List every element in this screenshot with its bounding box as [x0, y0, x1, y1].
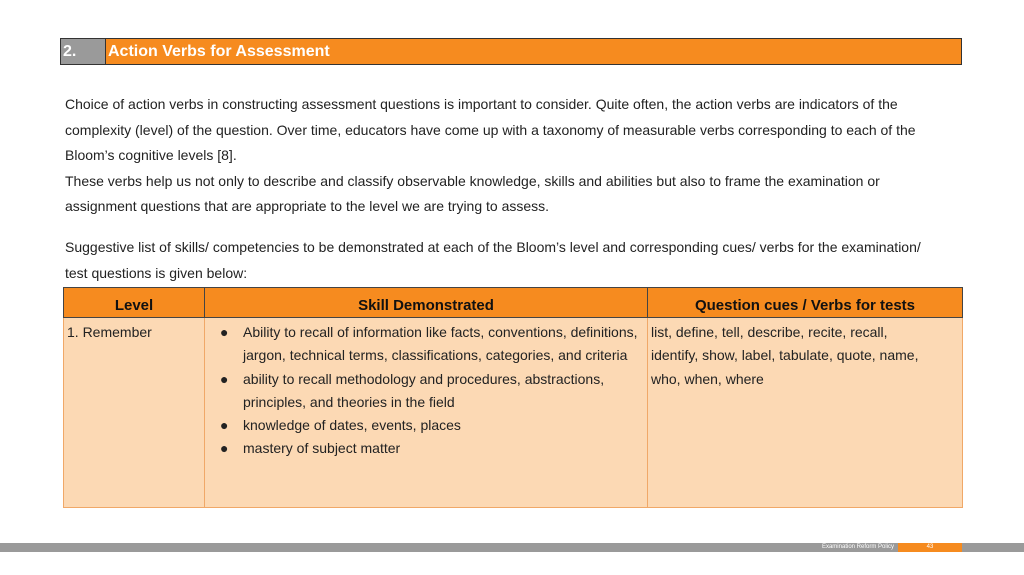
- table-row: [64, 318, 963, 508]
- header-skill: Skill Demonstrated: [205, 288, 648, 318]
- cues-cell: [648, 318, 963, 508]
- paragraph-line: assignment questions that are appropriate to the level we are trying to assess.: [65, 198, 550, 214]
- header-level: Level: [64, 288, 205, 318]
- skill-item: [208, 414, 644, 437]
- cues-line: who, when, where: [651, 370, 764, 387]
- bullet-icon: ●: [220, 370, 229, 387]
- paragraph-line: test questions is given below:: [65, 264, 248, 281]
- paragraph-line: These verbs help us not only to describe and classify observable knowledge, skills and abilities but also to frame the examination or: [65, 172, 880, 189]
- paragraph-line: Bloom’s cognitive levels [8].: [65, 147, 237, 163]
- bullet-icon: ●: [220, 417, 229, 434]
- section-number: 2.: [61, 39, 106, 64]
- skill-line: jargon, technical terms, classifications, categories, and criteria: [243, 347, 628, 364]
- blooms-verbs-table: [63, 287, 963, 508]
- paragraph-line: Choice of action verbs in constructing assessment questions is important to consider. Quite often, the action verbs are indicators of the: [65, 96, 898, 112]
- intro-paragraph: [65, 92, 945, 220]
- skill-item: [208, 368, 644, 415]
- page-number: 43: [898, 543, 962, 552]
- skill-line: ability to recall methodology and procedures, abstractions,: [243, 370, 605, 387]
- skill-item: [208, 321, 644, 368]
- section-title: Action Verbs for Assessment: [106, 39, 961, 64]
- skill-list: [208, 321, 644, 461]
- level-cell: 1. Remember: [64, 318, 205, 508]
- skill-cell: [205, 318, 648, 508]
- paragraph-line: complexity (level) of the question. Over time, educators have come up with a taxonomy of measurable verbs corresponding to each of the: [65, 121, 916, 138]
- skill-item: [208, 437, 644, 460]
- bullet-icon: ●: [220, 440, 229, 457]
- skill-line: knowledge of dates, events, places: [243, 417, 461, 434]
- skill-line: principles, and theories in the field: [243, 393, 455, 410]
- section-header: [60, 38, 962, 65]
- footer-title: Examination Reform Policy: [821, 544, 894, 550]
- cues-line: list, define, tell, describe, recite, recall,: [651, 324, 888, 340]
- bullet-icon: ●: [220, 324, 229, 340]
- header-cues: Question cues / Verbs for tests: [648, 288, 963, 318]
- cues-line: identify, show, label, tabulate, quote, name,: [651, 347, 919, 364]
- table-intro-paragraph: [65, 235, 945, 286]
- skill-line: mastery of subject matter: [243, 440, 401, 457]
- skill-line: Ability to recall of information like facts, conventions, definitions,: [243, 324, 638, 340]
- table-header-row: [64, 288, 963, 318]
- footer-bar: [0, 543, 1024, 552]
- paragraph-line: Suggestive list of skills/ competencies to be demonstrated at each of the Bloom’s level and corresponding cues/ verbs for the examination/: [65, 239, 921, 255]
